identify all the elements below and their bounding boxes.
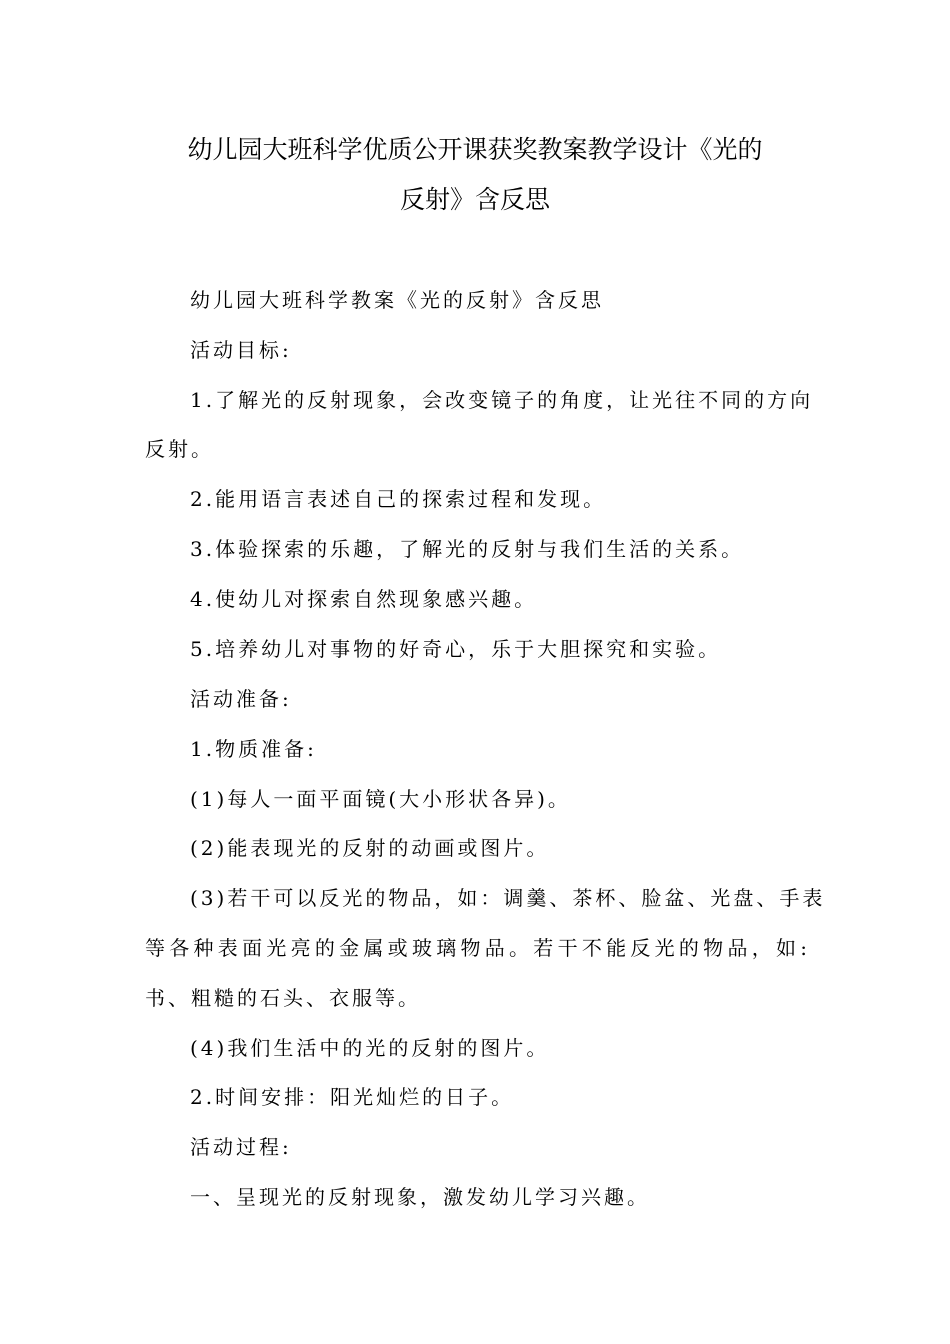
goal-2: 2.能用语言表述自己的探索过程和发现。 [190,487,607,511]
prep-item-1: (1)每人一面平面镜(大小形状各异)。 [190,787,571,811]
prep-item-3-line-2: 等各种表面光亮的金属或玻璃物品。若干不能反光的物品，如: [145,936,810,960]
prep-time: 2.时间安排：阳光灿烂的日子。 [190,1085,515,1109]
goal-3: 3.体验探索的乐趣，了解光的反射与我们生活的关系。 [190,537,745,561]
prep-item-2: (2)能表现光的反射的动画或图片。 [190,836,550,860]
document-title-line-2: 反射》含反思 [399,185,550,214]
prep-item-4: (4)我们生活中的光的反射的图片。 [190,1036,550,1060]
goal-4: 4.使幼儿对探索自然现象感兴趣。 [190,587,538,611]
goal-1-line-2: 反射。 [145,437,214,461]
subtitle-line: 幼儿园大班科学教案《光的反射》含反思 [190,288,604,312]
section-heading-process: 活动过程: [190,1135,292,1159]
prep-item-3-line-3: 书、粗糙的石头、衣服等。 [145,986,421,1010]
section-heading-preparation: 活动准备: [190,687,292,711]
goal-1-line-1: 1.了解光的反射现象，会改变镜子的角度，让光往不同的方向 [190,388,814,412]
prep-material-heading: 1.物质准备: [190,737,317,761]
document-title-line-1: 幼儿园大班科学优质公开课获奖教案教学设计《光的 [187,135,763,164]
prep-item-3-line-1: (3)若干可以反光的物品，如：调羹、茶杯、脸盆、光盘、手表 [190,886,826,910]
section-heading-goals: 活动目标: [190,338,292,362]
process-step-1: 一、呈现光的反射现象，激发幼儿学习兴趣。 [190,1185,650,1209]
goal-5: 5.培养幼儿对事物的好奇心，乐于大胆探究和实验。 [190,637,722,661]
